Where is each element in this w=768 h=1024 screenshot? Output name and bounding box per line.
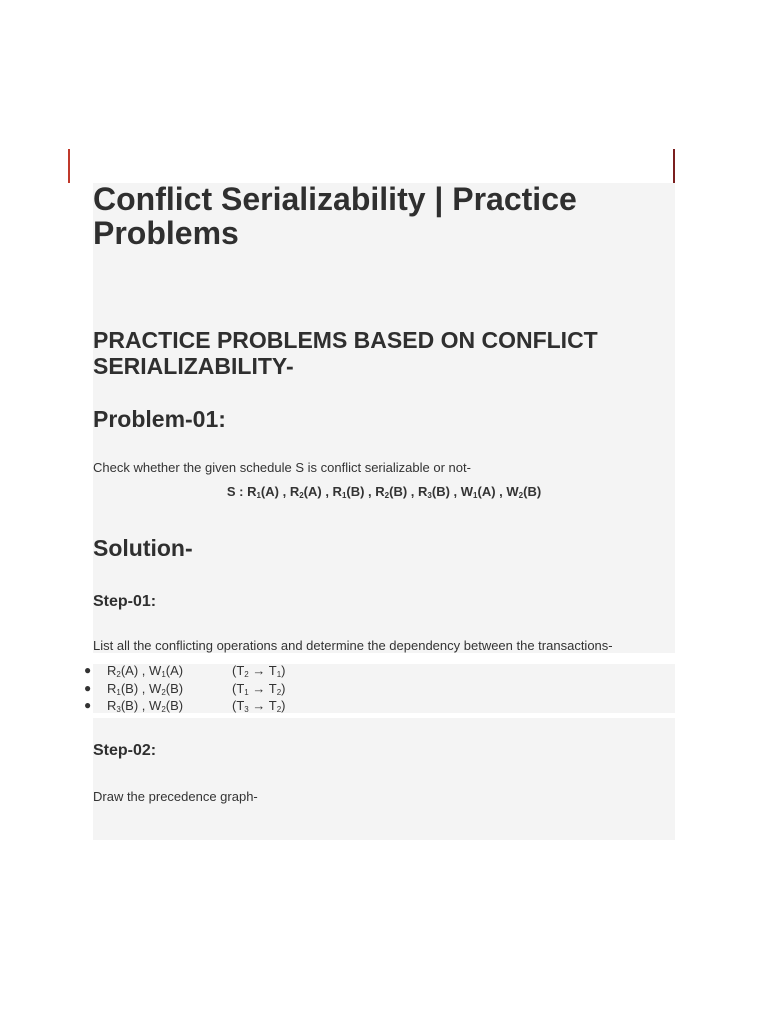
operation: $R_1(A)$ [247,484,279,500]
transaction-label: $T_2$ [236,663,249,679]
content-panel-step2 [93,718,675,840]
operation: $W_1(A)$ [149,663,184,679]
dependency-edge: $(T_2 \to T_1)$ [232,663,286,679]
conflict-pair: $R_2(A)$ , $W_1(A)$ [107,663,184,679]
list-bullet: ● [84,681,92,695]
transaction-label: $T_2$ [268,681,282,697]
operation: $R_2(A)$ [289,484,322,500]
transaction-label: $T_2$ [268,698,282,714]
step2-text: Draw the precedence graph- [93,789,258,804]
operation: $W_1(A)$ [460,484,496,500]
step2-heading: Step-02: [93,742,157,759]
section-heading: PRACTICE PROBLEMS BASED ON CONFLICT SERIALIZABILITY- [93,327,598,379]
problem-heading: Problem-01: [93,406,226,432]
list-bullet: ● [84,663,92,677]
transaction-label: $T_3$ [236,698,249,714]
transaction-label: $T_1$ [236,681,249,697]
dependency-edge: $(T_3 \to T_2)$ [232,698,286,714]
transaction-label: $T_1$ [268,663,282,679]
problem-statement: Check whether the given schedule S is conflict serializable or not- [93,460,471,475]
page-title: Conflict Serializability | Practice Problems [93,181,577,251]
conflict-pair: $R_3(B)$ , $W_2(B)$ [107,698,184,714]
step1-heading: Step-01: [93,593,157,610]
operation: $W_2(B)$ [149,681,184,697]
operation: $R_2(B)$ [375,484,408,500]
operation: $W_2(B)$ [506,484,542,500]
solution-heading: Solution- [93,535,193,561]
operation: $R_2(A)$ [107,663,139,679]
operation: $R_3(B)$ [418,484,450,500]
conflict-pair: $R_1(B)$ , $W_2(B)$ [107,681,184,697]
right-accent-rule [673,149,675,183]
left-accent-rule [68,149,70,183]
list-bullet: ● [84,698,92,712]
operation: $R_3(B)$ [107,698,139,714]
operation: $R_1(B)$ [332,484,365,500]
step1-text: List all the conflicting operations and determine the dependency between the transactions- [93,638,613,653]
operation: $W_2(B)$ [149,698,184,714]
schedule-expression: S : $R_1(A)$ , $R_2(A)$ , $R_1(B)$ , $R_2(B)$ , $R_3(B)$ , $W_1(A)$ , $W_2(B)$ [226,484,542,500]
dependency-edge: $(T_1 \to T_2)$ [232,681,286,697]
operation: $R_1(B)$ [107,681,139,697]
